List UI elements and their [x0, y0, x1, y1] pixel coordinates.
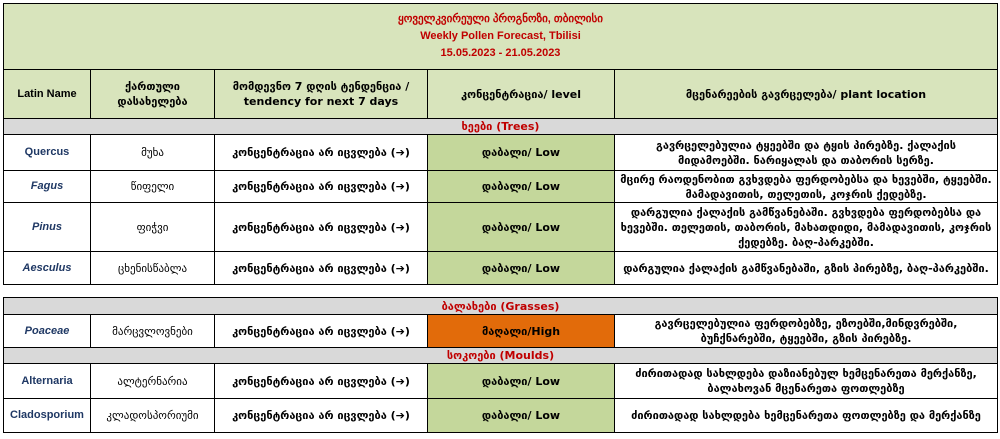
georgian-name: კლადოსპორიუმი [91, 399, 215, 433]
section-title-trees: ხეები (Trees) [4, 119, 998, 135]
column-header-row [4, 70, 998, 119]
tendency-cell: კონცენტრაცია არ იცვლება (➔) [215, 315, 428, 348]
level-cell: დაბალი/ Low [428, 252, 615, 285]
col-header-location: მცენარეების გავრცელება/ plant location [615, 70, 998, 119]
location-cell: დარგულია ქალაქის გამწვანებაში. გვხვდება ფერდობებსა და ხევებში. თელეთის, თაბორის, მახათდიდი, მამადავითის, კოჯრის ქედებზე. ბაღ-პარკებში. [615, 203, 998, 252]
section-title-grasses: ბალახები (Grasses) [4, 298, 998, 315]
forecast-table-trees [3, 3, 998, 285]
level-cell: დაბალი/ Low [428, 171, 615, 203]
report-title [4, 4, 998, 70]
georgian-name: ფიჭვი [91, 203, 215, 252]
latin-name: Poaceae [4, 315, 91, 348]
tendency-cell: კონცენტრაცია არ იცვლება (➔) [215, 252, 428, 285]
title-row [4, 4, 998, 70]
table-row [4, 171, 998, 203]
location-cell: გავრცელებულია ფერდობებზე, ეზოებში,მინდვრებში, ბუჩქნარებში, ტყეებში, გზის პირებზე. [615, 315, 998, 348]
table-row [4, 135, 998, 171]
section-row-trees [4, 119, 998, 135]
location-cell: დარგულია ქალაქის გამწვანებაში, გზის პირებზე, ბაღ-პარკებში. [615, 252, 998, 285]
title-georgian: ყოველკვირეული პროგნოზი, თბილისი [398, 13, 603, 25]
table-row [4, 315, 998, 348]
level-cell: დაბალი/ Low [428, 364, 615, 399]
table-row [4, 399, 998, 433]
tendency-cell: კონცენტრაცია არ იცვლება (➔) [215, 135, 428, 171]
latin-name: Quercus [4, 135, 91, 171]
georgian-name: მარცვლოვნები [91, 315, 215, 348]
georgian-name: მუხა [91, 135, 215, 171]
level-cell: დაბალი/ Low [428, 135, 615, 171]
georgian-name: ალტერნარია [91, 364, 215, 399]
forecast-table-grasses-moulds [3, 297, 998, 433]
tendency-cell: კონცენტრაცია არ იცვლება (➔) [215, 203, 428, 252]
georgian-name: ცხენისწაბლა [91, 252, 215, 285]
col-header-tendency: მომდევნო 7 დღის ტენდენცია / tendency for next 7 days [215, 70, 428, 119]
latin-name: Aesculus [4, 252, 91, 285]
latin-name: Pinus [4, 203, 91, 252]
section-title-moulds: სოკოები (Moulds) [4, 348, 998, 364]
table-row [4, 252, 998, 285]
col-header-concentration: კონცენტრაცია/ level [428, 70, 615, 119]
tendency-cell: კონცენტრაცია არ იცვლება (➔) [215, 399, 428, 433]
location-cell: ძირითადად სახლდება დაზიანებულ ხემცენარეთა მერქანზე, ბალახოვან მცენარეთა ფოთლებზე [615, 364, 998, 399]
location-cell: მცირე რაოდენობით გვხვდება ფერდობებსა და ხევებში, ტყეებში. მამადავითის, თელეთის, კოჯრის ქედებზე. [615, 171, 998, 203]
location-cell: ძირითადად სახლდება ხემცენარეთა ფოთლებზე და მერქანზე [615, 399, 998, 433]
title-dates: 15.05.2023 - 21.05.2023 [440, 47, 561, 59]
col-header-georgian: ქართული დასახელება [91, 70, 215, 119]
tendency-cell: კონცენტრაცია არ იცვლება (➔) [215, 364, 428, 399]
latin-name: Cladosporium [4, 399, 91, 433]
level-cell: დაბალი/ Low [428, 399, 615, 433]
latin-name: Alternaria [4, 364, 91, 399]
title-english: Weekly Pollen Forecast, Tbilisi [420, 30, 581, 42]
col-header-latin: Latin Name [4, 70, 91, 119]
tendency-cell: კონცენტრაცია არ იცვლება (➔) [215, 171, 428, 203]
georgian-name: წიფელი [91, 171, 215, 203]
level-cell: დაბალი/ Low [428, 203, 615, 252]
table-row [4, 364, 998, 399]
table-row [4, 203, 998, 252]
location-cell: გავრცელებულია ტყეებში და ტყის პირებზე. ქალაქის მიდამოებში. ნარიყალას და თაბორის სერზე. [615, 135, 998, 171]
latin-name: Fagus [4, 171, 91, 203]
level-cell: მაღალი/High [428, 315, 615, 348]
section-row-grasses [4, 298, 998, 315]
section-row-moulds [4, 348, 998, 364]
